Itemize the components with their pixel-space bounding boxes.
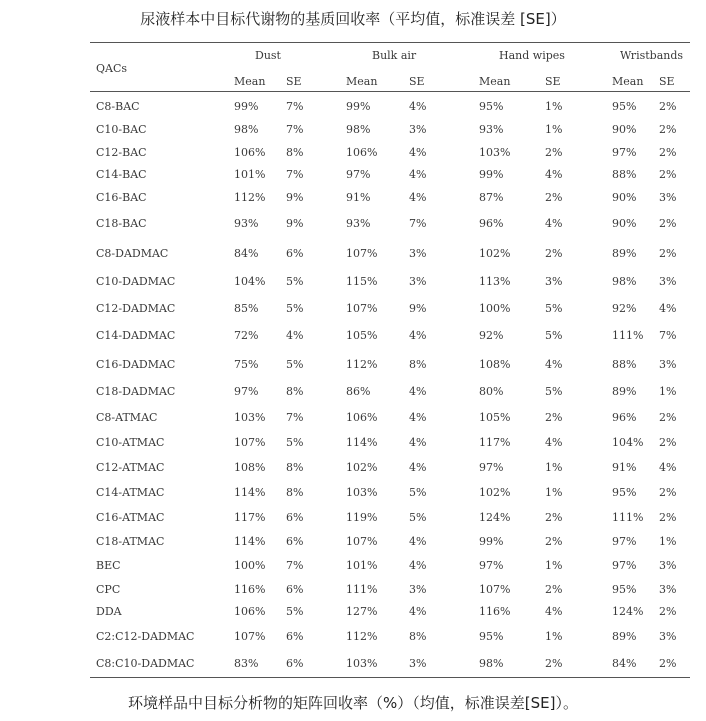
se-cell: 4% xyxy=(659,302,677,315)
row-label: C12-ATMAC xyxy=(96,461,165,474)
mean-cell: 100% xyxy=(479,302,511,315)
se-cell: 2% xyxy=(659,217,677,230)
mean-cell: 112% xyxy=(346,358,378,371)
se-cell: 2% xyxy=(659,486,677,499)
sub-header-mean: Mean xyxy=(234,75,266,88)
mean-cell: 107% xyxy=(234,630,266,643)
mean-cell: 75% xyxy=(234,358,259,371)
header-rule xyxy=(90,91,690,92)
se-cell: 3% xyxy=(659,583,677,596)
se-cell: 2% xyxy=(659,411,677,424)
row-label: C14-DADMAC xyxy=(96,329,176,342)
mean-cell: 106% xyxy=(234,605,266,618)
se-cell: 6% xyxy=(286,583,304,596)
se-cell: 2% xyxy=(545,535,563,548)
se-cell: 5% xyxy=(286,302,304,315)
se-cell: 3% xyxy=(409,123,427,136)
row-label: C12-BAC xyxy=(96,146,147,159)
se-cell: 3% xyxy=(659,275,677,288)
sub-header-se: SE xyxy=(545,75,561,88)
se-cell: 5% xyxy=(286,436,304,449)
row-label: C8-DADMAC xyxy=(96,247,169,260)
se-cell: 1% xyxy=(545,630,563,643)
se-cell: 1% xyxy=(545,461,563,474)
se-cell: 2% xyxy=(545,146,563,159)
se-cell: 8% xyxy=(286,385,304,398)
mean-cell: 93% xyxy=(346,217,371,230)
se-cell: 3% xyxy=(659,358,677,371)
se-cell: 3% xyxy=(545,275,563,288)
se-cell: 4% xyxy=(286,329,304,342)
mean-cell: 104% xyxy=(612,436,644,449)
mean-cell: 72% xyxy=(234,329,259,342)
se-cell: 8% xyxy=(409,358,427,371)
mean-cell: 98% xyxy=(479,657,504,670)
mean-cell: 111% xyxy=(346,583,378,596)
se-cell: 2% xyxy=(659,146,677,159)
mean-cell: 89% xyxy=(612,630,637,643)
se-cell: 3% xyxy=(409,247,427,260)
row-label: C18-DADMAC xyxy=(96,385,176,398)
mean-cell: 102% xyxy=(479,486,511,499)
mean-cell: 90% xyxy=(612,123,637,136)
mean-cell: 88% xyxy=(612,358,637,371)
row-label: C10-BAC xyxy=(96,123,147,136)
se-cell: 3% xyxy=(659,559,677,572)
mean-cell: 117% xyxy=(479,436,511,449)
row-label: BEC xyxy=(96,559,121,572)
row-label: C18-ATMAC xyxy=(96,535,165,548)
se-cell: 4% xyxy=(409,385,427,398)
mean-cell: 95% xyxy=(612,583,637,596)
se-cell: 2% xyxy=(545,583,563,596)
mean-cell: 91% xyxy=(346,191,371,204)
se-cell: 1% xyxy=(659,535,677,548)
se-cell: 2% xyxy=(545,657,563,670)
se-cell: 2% xyxy=(659,511,677,524)
top-caption: 尿液样本中目标代谢物的基质回收率（平均值，标准误差 [SE]） xyxy=(140,10,566,28)
mean-cell: 107% xyxy=(479,583,511,596)
mean-cell: 107% xyxy=(234,436,266,449)
se-cell: 1% xyxy=(545,123,563,136)
mean-cell: 111% xyxy=(612,329,644,342)
row-label: C2:C12-DADMAC xyxy=(96,630,195,643)
mean-cell: 103% xyxy=(234,411,266,424)
mean-cell: 106% xyxy=(234,146,266,159)
mean-cell: 116% xyxy=(234,583,266,596)
mean-cell: 124% xyxy=(612,605,644,618)
sub-header-se: SE xyxy=(659,75,675,88)
mean-cell: 103% xyxy=(346,657,378,670)
se-cell: 2% xyxy=(545,511,563,524)
se-cell: 4% xyxy=(545,358,563,371)
se-cell: 6% xyxy=(286,535,304,548)
mean-cell: 113% xyxy=(479,275,511,288)
mean-cell: 97% xyxy=(612,146,637,159)
mean-cell: 101% xyxy=(346,559,378,572)
se-cell: 2% xyxy=(545,191,563,204)
mean-cell: 107% xyxy=(346,535,378,548)
se-cell: 7% xyxy=(286,411,304,424)
mean-cell: 99% xyxy=(346,100,371,113)
se-cell: 3% xyxy=(659,630,677,643)
mean-cell: 93% xyxy=(479,123,504,136)
mean-cell: 95% xyxy=(479,630,504,643)
mean-cell: 99% xyxy=(479,168,504,181)
mean-cell: 99% xyxy=(479,535,504,548)
se-cell: 4% xyxy=(409,329,427,342)
mean-cell: 96% xyxy=(612,411,637,424)
mean-cell: 107% xyxy=(346,302,378,315)
se-cell: 6% xyxy=(286,511,304,524)
mean-cell: 89% xyxy=(612,385,637,398)
row-label: C16-DADMAC xyxy=(96,358,176,371)
row-label: C18-BAC xyxy=(96,217,147,230)
se-cell: 8% xyxy=(409,630,427,643)
mean-cell: 95% xyxy=(612,100,637,113)
mean-cell: 102% xyxy=(479,247,511,260)
group-header-wristbands: Wristbands xyxy=(620,49,684,62)
table-bottom-rule xyxy=(90,677,690,678)
se-cell: 2% xyxy=(659,168,677,181)
group-header-hand-wipes: Hand wipes xyxy=(499,49,565,62)
se-cell: 2% xyxy=(659,247,677,260)
se-cell: 4% xyxy=(409,461,427,474)
row-header: QACs xyxy=(96,62,128,75)
mean-cell: 95% xyxy=(479,100,504,113)
mean-cell: 103% xyxy=(346,486,378,499)
row-label: C16-ATMAC xyxy=(96,511,165,524)
row-label: C10-DADMAC xyxy=(96,275,176,288)
se-cell: 3% xyxy=(409,657,427,670)
se-cell: 4% xyxy=(409,191,427,204)
group-header-bulk-air: Bulk air xyxy=(372,49,417,62)
se-cell: 3% xyxy=(659,191,677,204)
se-cell: 6% xyxy=(286,247,304,260)
mean-cell: 97% xyxy=(479,559,504,572)
mean-cell: 92% xyxy=(612,302,637,315)
se-cell: 5% xyxy=(545,302,563,315)
se-cell: 2% xyxy=(659,605,677,618)
row-label: C14-BAC xyxy=(96,168,147,181)
se-cell: 4% xyxy=(409,100,427,113)
se-cell: 5% xyxy=(409,486,427,499)
se-cell: 1% xyxy=(545,486,563,499)
se-cell: 5% xyxy=(286,605,304,618)
se-cell: 2% xyxy=(545,411,563,424)
se-cell: 4% xyxy=(409,559,427,572)
se-cell: 3% xyxy=(409,583,427,596)
mean-cell: 112% xyxy=(234,191,266,204)
se-cell: 4% xyxy=(409,605,427,618)
mean-cell: 105% xyxy=(346,329,378,342)
mean-cell: 89% xyxy=(612,247,637,260)
mean-cell: 111% xyxy=(612,511,644,524)
se-cell: 5% xyxy=(286,358,304,371)
se-cell: 7% xyxy=(286,100,304,113)
mean-cell: 114% xyxy=(346,436,378,449)
se-cell: 2% xyxy=(659,123,677,136)
mean-cell: 93% xyxy=(234,217,259,230)
mean-cell: 97% xyxy=(612,559,637,572)
mean-cell: 90% xyxy=(612,217,637,230)
se-cell: 7% xyxy=(286,168,304,181)
bottom-caption: 环境样品中目标分析物的矩阵回收率（%）（均值，标准误差[SE]）。 xyxy=(128,694,578,712)
mean-cell: 91% xyxy=(612,461,637,474)
mean-cell: 115% xyxy=(346,275,378,288)
table-top-rule xyxy=(90,42,690,43)
se-cell: 6% xyxy=(286,630,304,643)
mean-cell: 90% xyxy=(612,191,637,204)
se-cell: 7% xyxy=(659,329,677,342)
mean-cell: 105% xyxy=(479,411,511,424)
mean-cell: 100% xyxy=(234,559,266,572)
row-label: CPC xyxy=(96,583,121,596)
row-label: C8:C10-DADMAC xyxy=(96,657,195,670)
se-cell: 9% xyxy=(286,217,304,230)
sub-header-mean: Mean xyxy=(612,75,644,88)
se-cell: 1% xyxy=(659,385,677,398)
se-cell: 5% xyxy=(545,385,563,398)
mean-cell: 101% xyxy=(234,168,266,181)
sub-header-mean: Mean xyxy=(479,75,511,88)
mean-cell: 116% xyxy=(479,605,511,618)
se-cell: 1% xyxy=(545,100,563,113)
se-cell: 2% xyxy=(659,436,677,449)
se-cell: 4% xyxy=(409,146,427,159)
mean-cell: 127% xyxy=(346,605,378,618)
mean-cell: 80% xyxy=(479,385,504,398)
mean-cell: 85% xyxy=(234,302,259,315)
se-cell: 4% xyxy=(545,217,563,230)
mean-cell: 98% xyxy=(234,123,259,136)
se-cell: 9% xyxy=(286,191,304,204)
mean-cell: 108% xyxy=(479,358,511,371)
mean-cell: 86% xyxy=(346,385,371,398)
se-cell: 1% xyxy=(545,559,563,572)
row-label: C8-ATMAC xyxy=(96,411,158,424)
mean-cell: 107% xyxy=(346,247,378,260)
mean-cell: 102% xyxy=(346,461,378,474)
se-cell: 2% xyxy=(659,657,677,670)
mean-cell: 124% xyxy=(479,511,511,524)
se-cell: 7% xyxy=(286,123,304,136)
row-label: C16-BAC xyxy=(96,191,147,204)
se-cell: 4% xyxy=(409,168,427,181)
mean-cell: 97% xyxy=(234,385,259,398)
se-cell: 2% xyxy=(659,100,677,113)
se-cell: 8% xyxy=(286,461,304,474)
mean-cell: 99% xyxy=(234,100,259,113)
row-label: C14-ATMAC xyxy=(96,486,165,499)
se-cell: 4% xyxy=(409,535,427,548)
mean-cell: 88% xyxy=(612,168,637,181)
se-cell: 5% xyxy=(409,511,427,524)
se-cell: 2% xyxy=(545,247,563,260)
se-cell: 4% xyxy=(659,461,677,474)
se-cell: 3% xyxy=(409,275,427,288)
group-header-dust: Dust xyxy=(255,49,281,62)
se-cell: 8% xyxy=(286,486,304,499)
row-label: C8-BAC xyxy=(96,100,140,113)
mean-cell: 103% xyxy=(479,146,511,159)
mean-cell: 97% xyxy=(612,535,637,548)
mean-cell: 104% xyxy=(234,275,266,288)
se-cell: 7% xyxy=(409,217,427,230)
mean-cell: 84% xyxy=(612,657,637,670)
mean-cell: 96% xyxy=(479,217,504,230)
mean-cell: 117% xyxy=(234,511,266,524)
mean-cell: 92% xyxy=(479,329,504,342)
mean-cell: 119% xyxy=(346,511,378,524)
mean-cell: 114% xyxy=(234,486,266,499)
sub-header-se: SE xyxy=(409,75,425,88)
row-label: DDA xyxy=(96,605,122,618)
mean-cell: 84% xyxy=(234,247,259,260)
se-cell: 5% xyxy=(286,275,304,288)
sub-header-se: SE xyxy=(286,75,302,88)
se-cell: 4% xyxy=(545,436,563,449)
row-label: C10-ATMAC xyxy=(96,436,165,449)
mean-cell: 106% xyxy=(346,411,378,424)
se-cell: 7% xyxy=(286,559,304,572)
se-cell: 9% xyxy=(409,302,427,315)
row-label: C12-DADMAC xyxy=(96,302,176,315)
mean-cell: 97% xyxy=(479,461,504,474)
mean-cell: 108% xyxy=(234,461,266,474)
se-cell: 4% xyxy=(409,411,427,424)
se-cell: 6% xyxy=(286,657,304,670)
se-cell: 8% xyxy=(286,146,304,159)
mean-cell: 98% xyxy=(346,123,371,136)
mean-cell: 87% xyxy=(479,191,504,204)
sub-header-mean: Mean xyxy=(346,75,378,88)
mean-cell: 97% xyxy=(346,168,371,181)
se-cell: 4% xyxy=(545,168,563,181)
mean-cell: 98% xyxy=(612,275,637,288)
mean-cell: 112% xyxy=(346,630,378,643)
mean-cell: 106% xyxy=(346,146,378,159)
se-cell: 4% xyxy=(545,605,563,618)
se-cell: 4% xyxy=(409,436,427,449)
mean-cell: 114% xyxy=(234,535,266,548)
se-cell: 5% xyxy=(545,329,563,342)
mean-cell: 95% xyxy=(612,486,637,499)
mean-cell: 83% xyxy=(234,657,259,670)
